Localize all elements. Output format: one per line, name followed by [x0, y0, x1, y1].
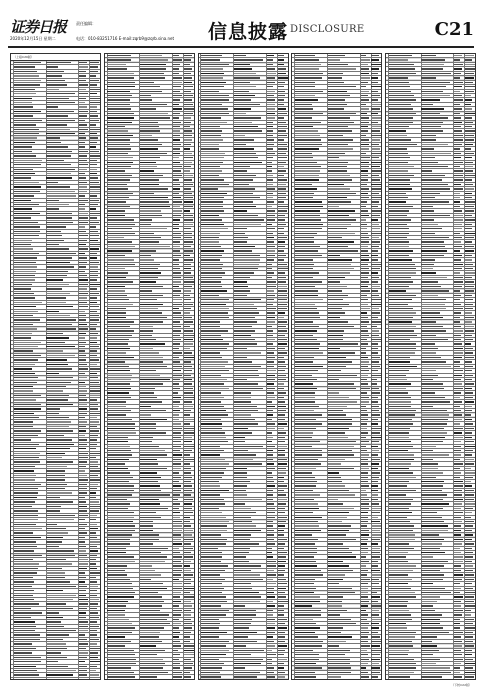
editor-info: 责任编辑： [76, 21, 96, 26]
table-column-4 [291, 53, 382, 680]
section-title-english: DISCLOSURE [290, 24, 365, 35]
contact-info: 电话：010-83251716 E-mail:zqrb9@zqrb.sina.net [76, 36, 175, 41]
table-row [199, 675, 288, 679]
newspaper-logo: 证券日报 [10, 18, 67, 36]
disclosure-table-area [10, 53, 476, 680]
page-number: C21 [434, 19, 474, 40]
masthead [8, 14, 474, 46]
table-row [105, 675, 194, 679]
table-row [386, 675, 475, 679]
table-column-2 [104, 53, 195, 680]
dateline: 2020年12月15日 星期二 [10, 36, 56, 41]
continuation-note: （下转C22版） [451, 683, 472, 687]
table-column-5 [385, 53, 476, 680]
table-row [11, 678, 100, 680]
table-column-1 [10, 53, 101, 680]
table-column-3 [198, 53, 289, 680]
section-title: 信息披露 [208, 21, 289, 43]
table-row [292, 675, 381, 679]
table-continuation-label: （上接C20版） [11, 54, 100, 61]
masthead-rule [8, 46, 474, 48]
